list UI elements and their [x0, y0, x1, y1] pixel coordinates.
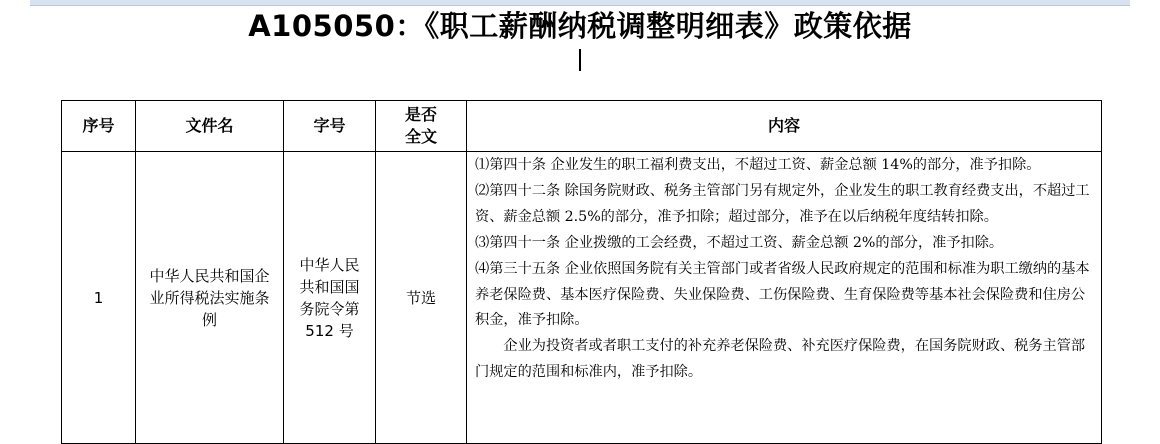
text-cursor — [579, 49, 581, 71]
cell-content — [467, 152, 1102, 444]
content-paragraph: 企业为投资者或者职工支付的补充养老保险费、补充医疗保险费，在国务院财政、税务主管部门规定的范围和标准内，准予扣除。 — [475, 338, 1086, 381]
table-header-row — [62, 101, 1102, 152]
content-paragraph: ⑶第四十一条 企业拨缴的工会经费，不超过工资、薪金总额 2%的部分，准予扣除。 — [475, 234, 1004, 251]
header-file-name: 文件名 — [136, 101, 284, 152]
cell-seq: 1 — [62, 152, 136, 444]
header-ref-no: 字号 — [284, 101, 376, 152]
table-row — [62, 152, 1102, 444]
cell-ref-no — [284, 152, 376, 444]
content-paragraph: ⑷第三十五条 企业依照国务院有关主管部门或者省级人民政府规定的范围和标准为职工缴纳的基本养老保险费、基本医疗保险费、失业保险费、工伤保险费、生育保险费等基本社会保险费和住房公积金，准予扣除。 — [475, 260, 1090, 329]
ref-no-text: 中华人民共和国国务院令第 512 号 — [299, 255, 360, 340]
page-title: A105050：《职工薪酬纳税调整明细表》政策依据 — [248, 9, 912, 43]
policy-table — [61, 100, 1102, 444]
header-content: 内容 — [467, 101, 1102, 152]
file-name-text: 中华人民共和国企业所得税法实施条例 — [149, 266, 270, 329]
cell-file-name — [136, 152, 284, 444]
cell-full-text: 节选 — [376, 152, 467, 444]
header-full-text-label: 是否全文 — [404, 105, 437, 146]
header-seq: 序号 — [62, 101, 136, 152]
content-paragraph: ⑴第四十条 企业发生的职工福利费支出，不超过工资、薪金总额 14%的部分，准予扣除。 — [475, 157, 1041, 173]
content-paragraph: ⑵第四十二条 除国务院财政、税务主管部门另有规定外，企业发生的职工教育经费支出，不超过工资、薪金总额 2.5%的部分，准予扣除；超过部分，准予在以后纳税年度结转扣除。 — [475, 182, 1090, 225]
header-full-text — [376, 101, 467, 152]
